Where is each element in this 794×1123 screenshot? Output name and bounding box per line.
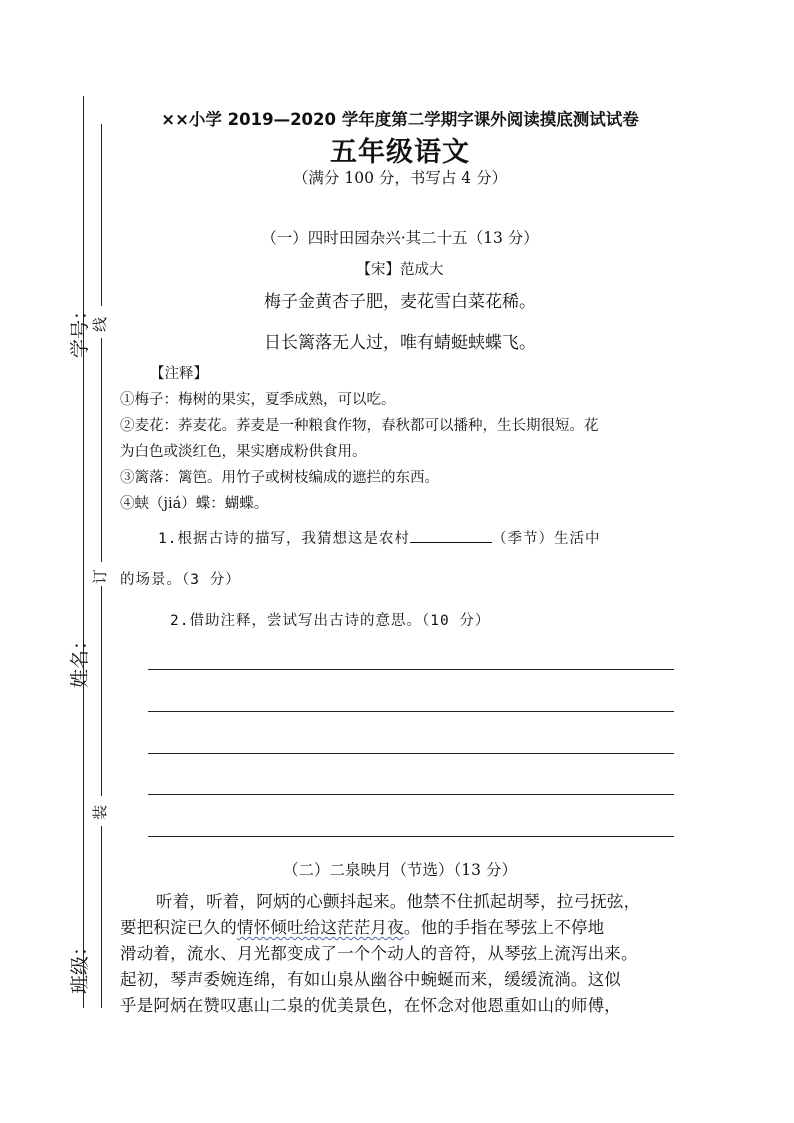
answer-line-2[interactable] — [148, 711, 674, 712]
question-1-text-b: （季节）生活中 — [491, 531, 601, 547]
poem-line-1: 梅子金黄杏子肥，麦花雪白菜花稀。 — [264, 292, 536, 312]
section2-heading: （二）二泉映月（节选）（13 分） — [283, 861, 517, 879]
note-1: ①梅子：梅树的果实，夏季成熟，可以吃。 — [120, 392, 396, 408]
passage-text-2c: 。他的手指在琴弦上不停地 — [403, 918, 605, 937]
question-1 — [158, 527, 600, 548]
binding-inner-line-bottom — [101, 826, 102, 1008]
poem-line-2: 日长篱落无人过，唯有蜻蜓蛱蝶飞。 — [264, 333, 536, 353]
note-2b: 为白色或淡红色，果实磨成粉供食用。 — [120, 444, 367, 460]
answer-line-5[interactable] — [148, 836, 674, 837]
student-id-label: 学号： — [69, 300, 92, 359]
poem-author: 【宋】范成大 — [356, 262, 444, 278]
class-label: 班级： — [69, 936, 92, 995]
answer-line-4[interactable] — [148, 794, 674, 795]
passage-line-1 — [120, 889, 676, 915]
season-answer-blank[interactable] — [410, 528, 492, 543]
passage-line-4: 起初，琴声委婉连绵，有如山泉从幽谷中蜿蜒而来，缓缓流淌。这似 — [120, 970, 621, 989]
passage-line-5: 乎是阿炳在赞叹惠山二泉的优美景色，在怀念对他恩重如山的师傅， — [120, 996, 621, 1015]
score-note: （满分 100 分，书写占 4 分） — [292, 169, 508, 187]
question-2: 2.借助注释，尝试写出古诗的意思。（10 分） — [170, 613, 491, 629]
passage-line-3: 滑动着，流水、月光都变成了一个个动人的音符，从琴弦上流泻出来。 — [120, 944, 638, 963]
answer-line-1[interactable] — [148, 669, 674, 670]
binding-mark-zhuang: 装 — [91, 804, 110, 821]
question-1-cont: 的场景。（3 分） — [120, 572, 241, 588]
section1-heading: （一）四时田园杂兴·其二十五（13 分） — [261, 229, 539, 247]
binding-inner-line-top — [101, 124, 102, 306]
binding-outer-line — [83, 96, 84, 1008]
subject-title: 五年级语文 — [330, 137, 470, 168]
passage-text-1: 听着，听着，阿炳的心颤抖起来。他禁不住抓起胡琴，拉弓抚弦， — [156, 892, 641, 911]
binding-inner-line-mid — [101, 338, 102, 562]
answer-line-3[interactable] — [148, 753, 674, 754]
note-2a: ②麦花：荞麦花。荞麦是一种粮食作物，春秋都可以播种，生长期很短。花 — [120, 418, 599, 434]
name-field-blank[interactable] — [82, 430, 83, 630]
binding-mark-xian: 线 — [91, 316, 110, 333]
note-4: ④蛱（jiá）蝶：蝴蝶。 — [120, 496, 269, 512]
name-label: 姓名： — [69, 630, 92, 689]
passage-line-2 — [120, 915, 676, 941]
passage-text-2a: 要把积淀已久的 — [120, 918, 237, 937]
exam-title: ××小学 2019—2020 学年度第二学期字课外阅读摸底测试试卷 — [161, 110, 639, 129]
note-3: ③篱落：篱笆。用竹子或树枝编成的遮拦的东西。 — [120, 470, 439, 486]
binding-mark-ding: 订 — [91, 568, 110, 585]
passage-underlined-phrase: 情怀倾吐给这茫茫月夜 — [236, 918, 404, 937]
question-1-text-a: 1.根据古诗的描写，我猜想这是农村 — [158, 531, 410, 547]
binding-inner-line-lower — [101, 586, 102, 796]
class-field-blank[interactable] — [82, 760, 83, 940]
notes-title: 【注释】 — [150, 366, 208, 382]
student-id-blank[interactable] — [82, 190, 83, 290]
